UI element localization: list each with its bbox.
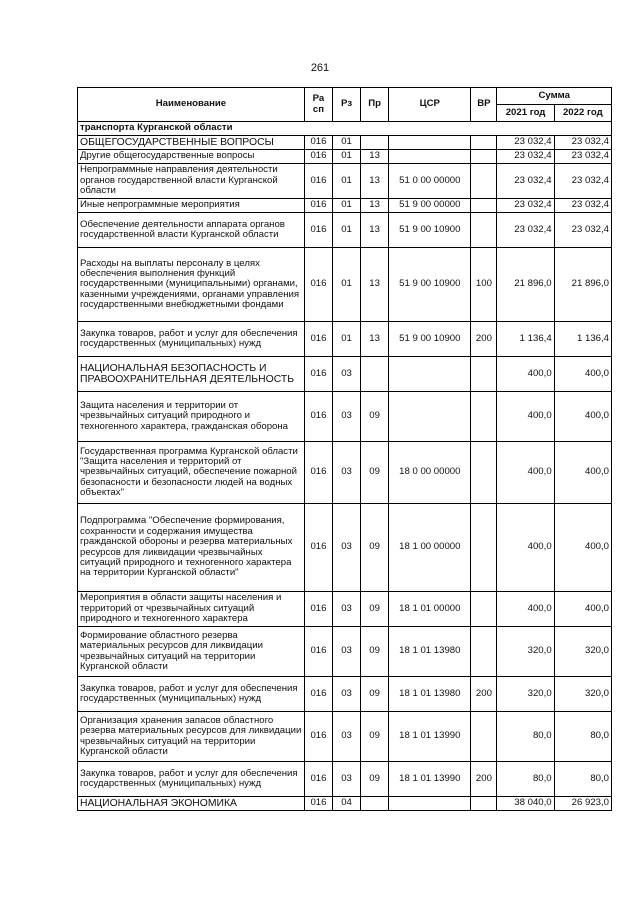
row-2022-cell: 1 136,4 [554, 322, 611, 357]
row-name-cell: НАЦИОНАЛЬНАЯ ЭКОНОМИКА [78, 797, 305, 811]
row-rasp-cell: 016 [304, 136, 332, 150]
row-name-cell: Обеспечение деятельности аппарата органов государственной власти Курганской области [78, 213, 305, 248]
table-row [78, 392, 612, 442]
header-rz: Рз [333, 88, 361, 122]
row-pr-cell [361, 136, 389, 150]
row-2022-cell: 320,0 [554, 677, 611, 712]
row-csr-cell: 18 1 01 13980 [389, 677, 471, 712]
row-rz-cell: 01 [333, 248, 361, 322]
row-rz-cell: 03 [333, 392, 361, 442]
row-vr-cell [471, 136, 497, 150]
row-vr-cell [471, 712, 497, 762]
row-vr-cell [471, 504, 497, 592]
row-2021-cell: 23 032,4 [497, 136, 554, 150]
row-csr-cell: 51 0 00 00000 [389, 164, 471, 199]
header-csr: ЦСР [389, 88, 471, 122]
row-pr-cell: 09 [361, 712, 389, 762]
row-vr-cell: 100 [471, 248, 497, 322]
row-rz-cell: 03 [333, 504, 361, 592]
row-name-cell: ОБЩЕГОСУДАРСТВЕННЫЕ ВОПРОСЫ [78, 136, 305, 150]
row-csr-cell [389, 797, 471, 811]
table-row [78, 712, 612, 762]
row-csr-cell [389, 357, 471, 392]
row-2021-cell: 23 032,4 [497, 199, 554, 213]
row-name-cell: Формирование областного резерва материальных ресурсов для ликвидации чрезвычайных ситуаций на территории Курганской области [78, 627, 305, 677]
table-row [78, 322, 612, 357]
row-2021-cell: 320,0 [497, 627, 554, 677]
row-csr-cell: 18 0 00 00000 [389, 442, 471, 504]
row-rasp-cell: 016 [304, 392, 332, 442]
row-2021-cell: 23 032,4 [497, 164, 554, 199]
row-rz-cell: 04 [333, 797, 361, 811]
row-csr-cell: 18 1 00 00000 [389, 504, 471, 592]
row-2021-cell: 21 896,0 [497, 248, 554, 322]
row-2022-cell: 400,0 [554, 357, 611, 392]
row-2021-cell: 1 136,4 [497, 322, 554, 357]
row-rasp-cell: 016 [304, 762, 332, 797]
row-rasp-cell: 016 [304, 797, 332, 811]
row-rz-cell: 01 [333, 136, 361, 150]
row-name-cell: Иные непрограммные мероприятия [78, 199, 305, 213]
row-pr-cell [361, 797, 389, 811]
row-rasp-cell: 016 [304, 150, 332, 164]
header-sum: Сумма [497, 88, 612, 105]
row-rz-cell: 01 [333, 164, 361, 199]
row-csr-cell: 18 1 01 13980 [389, 627, 471, 677]
table-row [78, 357, 612, 392]
row-vr-cell [471, 592, 497, 627]
row-vr-cell [471, 199, 497, 213]
row-vr-cell: 200 [471, 677, 497, 712]
row-2022-cell: 21 896,0 [554, 248, 611, 322]
row-vr-cell [471, 392, 497, 442]
row-vr-cell [471, 150, 497, 164]
table-row [78, 504, 612, 592]
row-rz-cell: 03 [333, 677, 361, 712]
row-rz-cell: 03 [333, 592, 361, 627]
row-2022-cell: 23 032,4 [554, 150, 611, 164]
table-row [78, 797, 612, 811]
row-pr-cell: 13 [361, 150, 389, 164]
row-csr-cell: 18 1 01 13990 [389, 712, 471, 762]
row-csr-cell: 51 9 00 10900 [389, 322, 471, 357]
row-pr-cell: 13 [361, 213, 389, 248]
row-vr-cell [471, 442, 497, 504]
table-row [78, 213, 612, 248]
table-row [78, 248, 612, 322]
row-csr-cell [389, 392, 471, 442]
row-rasp-cell: 016 [304, 592, 332, 627]
row-name-cell: Закупка товаров, работ и услуг для обеспечения государственных (муниципальных) нужд [78, 762, 305, 797]
table-row [78, 164, 612, 199]
row-name-cell: Государственная программа Курганской области "Защита населения и территорий от чрезвычайных ситуаций, обеспечение пожарной безопасности и безопасности людей на водных объектах" [78, 442, 305, 504]
header-2021: 2021 год [497, 105, 554, 122]
row-2022-cell: 400,0 [554, 504, 611, 592]
row-rasp-cell: 016 [304, 357, 332, 392]
row-pr-cell: 09 [361, 442, 389, 504]
row-rasp-cell: 016 [304, 627, 332, 677]
row-rz-cell: 01 [333, 199, 361, 213]
row-2021-cell: 38 040,0 [497, 797, 554, 811]
row-rasp-cell: 016 [304, 677, 332, 712]
row-rz-cell: 03 [333, 627, 361, 677]
row-name-cell: Закупка товаров, работ и услуг для обеспечения государственных (муниципальных) нужд [78, 322, 305, 357]
row-name-cell: Закупка товаров, работ и услуг для обеспечения государственных (муниципальных) нужд [78, 677, 305, 712]
row-pr-cell: 13 [361, 164, 389, 199]
header-rasp: Ра сп [304, 88, 332, 122]
row-rasp-cell: 016 [304, 248, 332, 322]
row-name-cell: Защита населения и территории от чрезвычайных ситуаций природного и техногенного характера, гражданская оборона [78, 392, 305, 442]
row-2021-cell: 320,0 [497, 677, 554, 712]
row-2022-cell: 80,0 [554, 712, 611, 762]
header-name: Наименование [78, 88, 305, 122]
row-rasp-cell: 016 [304, 164, 332, 199]
row-csr-cell [389, 136, 471, 150]
row-name-cell: Другие общегосударственные вопросы [78, 150, 305, 164]
row-rz-cell: 01 [333, 150, 361, 164]
row-vr-cell: 200 [471, 762, 497, 797]
row-2021-cell: 23 032,4 [497, 213, 554, 248]
row-pr-cell: 13 [361, 322, 389, 357]
row-2021-cell: 400,0 [497, 504, 554, 592]
row-rz-cell: 03 [333, 762, 361, 797]
row-rasp-cell: 016 [304, 199, 332, 213]
row-name-cell: Расходы на выплаты персоналу в целях обеспечения выполнения функций государственными (муниципальными) органами, казенными учреждениями, органами управления государственными внебюджетными фондами [78, 248, 305, 322]
row-pr-cell: 09 [361, 592, 389, 627]
row-rasp-cell: 016 [304, 712, 332, 762]
section-title: транспорта Курганской области [78, 122, 612, 136]
row-2022-cell: 26 923,0 [554, 797, 611, 811]
header-pr: Пр [361, 88, 389, 122]
table-row [78, 442, 612, 504]
row-rz-cell: 03 [333, 442, 361, 504]
row-pr-cell: 09 [361, 627, 389, 677]
row-2021-cell: 80,0 [497, 762, 554, 797]
row-pr-cell: 09 [361, 677, 389, 712]
row-rz-cell: 01 [333, 322, 361, 357]
row-pr-cell: 09 [361, 504, 389, 592]
row-pr-cell: 09 [361, 762, 389, 797]
row-vr-cell [471, 164, 497, 199]
row-pr-cell: 09 [361, 392, 389, 442]
row-2022-cell: 23 032,4 [554, 136, 611, 150]
row-csr-cell [389, 150, 471, 164]
budget-table [77, 87, 612, 811]
page-number: 261 [310, 62, 330, 74]
row-vr-cell [471, 213, 497, 248]
row-vr-cell [471, 357, 497, 392]
table-row [78, 199, 612, 213]
row-pr-cell [361, 357, 389, 392]
row-pr-cell: 13 [361, 248, 389, 322]
table-row [78, 627, 612, 677]
row-rasp-cell: 016 [304, 213, 332, 248]
row-rasp-cell: 016 [304, 442, 332, 504]
row-vr-cell: 200 [471, 322, 497, 357]
row-2022-cell: 23 032,4 [554, 164, 611, 199]
table-row [78, 150, 612, 164]
row-2022-cell: 23 032,4 [554, 199, 611, 213]
row-csr-cell: 18 1 01 00000 [389, 592, 471, 627]
row-csr-cell: 51 9 00 10900 [389, 248, 471, 322]
header-vr: ВР [471, 88, 497, 122]
row-2022-cell: 400,0 [554, 392, 611, 442]
row-vr-cell [471, 627, 497, 677]
row-rasp-cell: 016 [304, 322, 332, 357]
row-csr-cell: 18 1 01 13990 [389, 762, 471, 797]
row-2021-cell: 400,0 [497, 442, 554, 504]
header-2022: 2022 год [554, 105, 611, 122]
row-2022-cell: 23 032,4 [554, 213, 611, 248]
row-2022-cell: 80,0 [554, 762, 611, 797]
row-rz-cell: 03 [333, 712, 361, 762]
row-csr-cell: 51 9 00 00000 [389, 199, 471, 213]
row-2021-cell: 400,0 [497, 392, 554, 442]
table-row [78, 677, 612, 712]
row-2022-cell: 400,0 [554, 442, 611, 504]
row-name-cell: Мероприятия в области защиты населения и территорий от чрезвычайных ситуаций природного и техногенного характера [78, 592, 305, 627]
table-row [78, 592, 612, 627]
row-2021-cell: 80,0 [497, 712, 554, 762]
row-rz-cell: 01 [333, 213, 361, 248]
row-2022-cell: 320,0 [554, 627, 611, 677]
row-name-cell: Непрограммные направления деятельности органов государственной власти Курганской области [78, 164, 305, 199]
row-rasp-cell: 016 [304, 504, 332, 592]
row-pr-cell: 13 [361, 199, 389, 213]
row-vr-cell [471, 797, 497, 811]
row-name-cell: Организация хранения запасов областного резерва материальных ресурсов для ликвидации чрезвычайных ситуаций на территории Курганской области [78, 712, 305, 762]
row-2021-cell: 400,0 [497, 357, 554, 392]
table-row [78, 762, 612, 797]
row-name-cell: Подпрограмма "Обеспечение формирования, сохранности и содержания имущества гражданской обороны и резерва материальных ресурсов для ликвидации чрезвычайных ситуаций природного и техногенного характера на территории Курганской области" [78, 504, 305, 592]
row-csr-cell: 51 9 00 10900 [389, 213, 471, 248]
row-name-cell: НАЦИОНАЛЬНАЯ БЕЗОПАСНОСТЬ И ПРАВООХРАНИТЕЛЬНАЯ ДЕЯТЕЛЬНОСТЬ [78, 357, 305, 392]
row-2022-cell: 400,0 [554, 592, 611, 627]
row-2021-cell: 400,0 [497, 592, 554, 627]
table-row [78, 136, 612, 150]
row-rz-cell: 03 [333, 357, 361, 392]
row-2021-cell: 23 032,4 [497, 150, 554, 164]
